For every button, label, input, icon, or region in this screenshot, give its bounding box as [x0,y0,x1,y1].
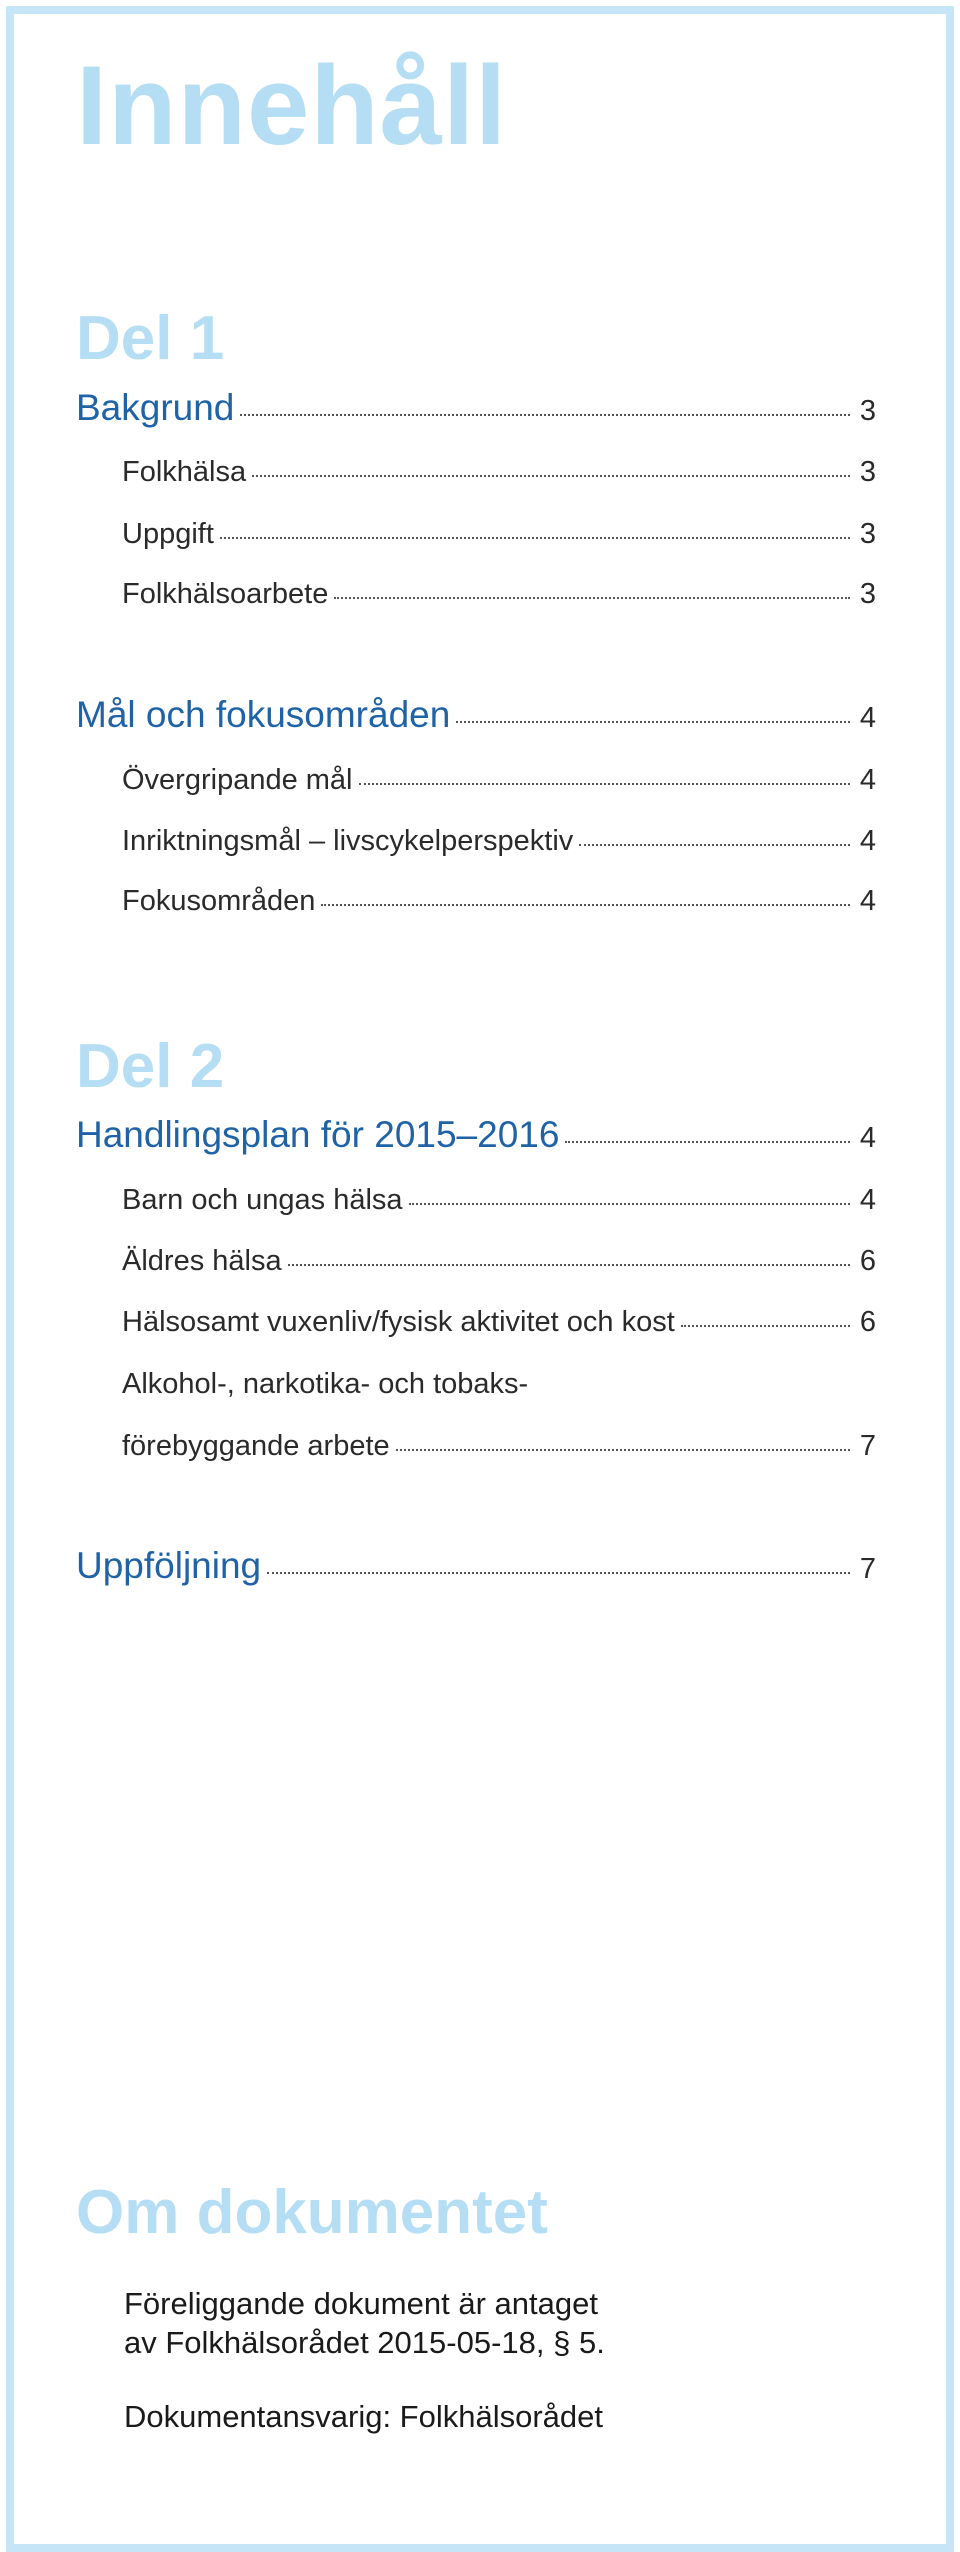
toc-entry-barn-och-ungas-halsa[interactable] [122,1184,876,1217]
dot-leader [288,1264,850,1266]
toc-page-number: 6 [859,1306,876,1338]
toc-entry-label: Folkhälsoarbete [122,578,329,610]
toc-page-number: 4 [859,702,876,734]
toc-entry-alkohol-line1[interactable]: Alkohol-, narkotika- och tobaks- [122,1368,529,1400]
toc-entry-bakgrund[interactable] [76,387,876,429]
toc-page-number: 4 [859,1184,876,1216]
toc-page-number: 3 [859,578,876,610]
toc-page-number: 3 [859,518,876,550]
toc-page-number: 3 [859,395,876,427]
toc-page-number: 4 [859,825,876,857]
dot-leader [396,1449,850,1451]
dot-leader [220,537,850,539]
toc-entry-label: Folkhälsa [122,456,247,488]
about-heading: Om dokumentet [76,2178,548,2247]
toc-page-number: 3 [859,456,876,488]
toc-page-number: 7 [859,1553,876,1585]
toc-entry-label: Äldres hälsa [122,1245,282,1277]
toc-entry-folkhalsa[interactable] [122,456,876,489]
toc-entry-label: Fokusområden [122,885,316,917]
toc-entry-forebyggande-arbete[interactable] [122,1430,876,1463]
toc-entry-uppgift[interactable] [122,518,876,551]
about-line-adopted: Föreliggande dokument är antaget [124,2286,598,2321]
toc-entry-inriktningsmal[interactable] [122,825,876,858]
toc-entry-label: Uppföljning [76,1545,262,1586]
dot-leader [321,904,849,906]
dot-leader [456,721,850,723]
toc-page-number: 4 [859,764,876,796]
toc-entry-label: Bakgrund [76,387,235,428]
dot-leader [409,1203,850,1205]
toc-entry-mal-och-fokusomraden[interactable] [76,694,876,736]
part-1-heading: Del 1 [76,304,225,373]
toc-page-number: 6 [859,1245,876,1277]
toc-entry-fokusomraden[interactable] [122,885,876,918]
toc-entry-handlingsplan[interactable] [76,1114,876,1156]
page-title: Innehåll [76,43,508,168]
toc-entry-uppfoljning[interactable] [76,1545,876,1587]
dot-leader [579,844,850,846]
dot-leader [359,783,850,785]
part-2-heading: Del 2 [76,1032,225,1101]
about-line-responsible: Dokumentansvarig: Folkhälsorådet [124,2399,604,2434]
toc-entry-label: Hälsosamt vuxenliv/fysisk aktivitet och kost [122,1306,675,1338]
toc-entry-label: förebyggande arbete [122,1430,390,1462]
toc-entry-label: Övergripande mål [122,764,353,796]
toc-entry-label: Uppgift [122,518,214,550]
toc-entry-label: Barn och ungas hälsa [122,1184,403,1216]
toc-entry-label: Inriktningsmål – livscykelperspektiv [122,825,574,857]
dot-leader [334,597,850,599]
toc-entry-aldres-halsa[interactable] [122,1245,876,1278]
dot-leader [252,475,850,477]
toc-page-number: 4 [859,1122,876,1154]
toc-entry-halsosamt-vuxenliv[interactable] [122,1306,876,1339]
toc-page-number: 7 [859,1430,876,1462]
dot-leader [267,1572,850,1574]
toc-page-number: 4 [859,885,876,917]
dot-leader [565,1141,849,1143]
toc-entry-label: Handlingsplan för 2015–2016 [76,1114,560,1155]
toc-entry-overgripande-mal[interactable] [122,764,876,797]
toc-entry-folkhalsoarbete[interactable] [122,578,876,611]
dot-leader [681,1325,850,1327]
toc-entry-label: Mål och fokusområden [76,694,451,735]
dot-leader [240,414,849,416]
about-line-council: av Folkhälsorådet 2015-05-18, § 5. [124,2325,605,2360]
